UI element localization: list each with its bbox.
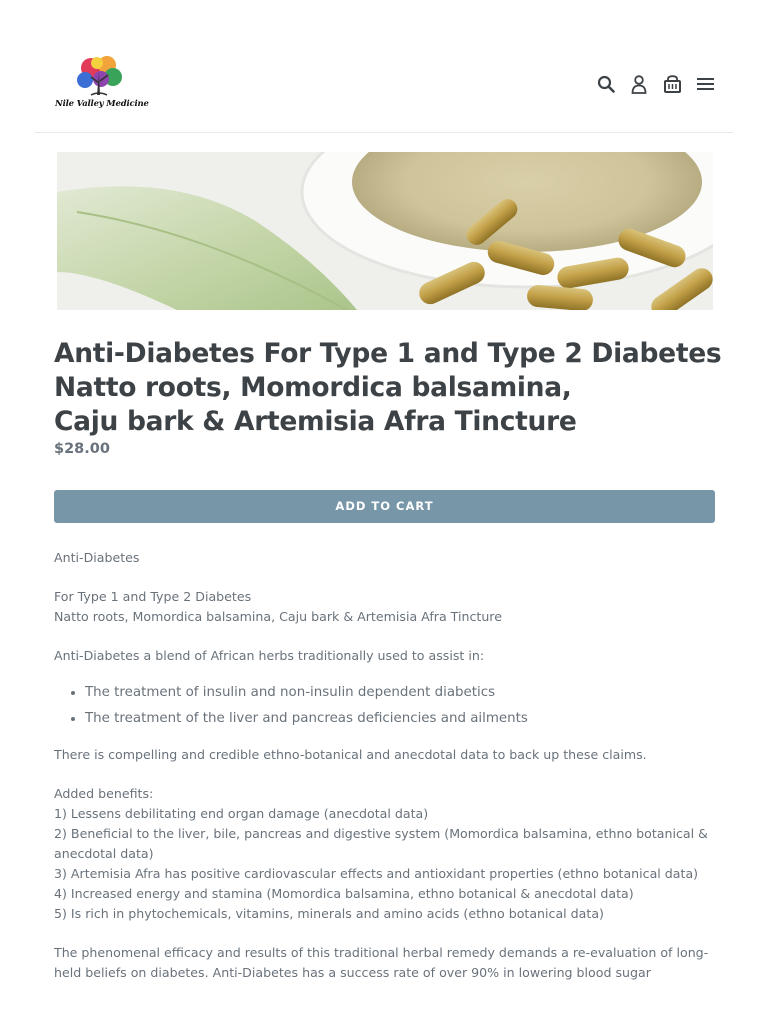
- product-title-line: Anti-Diabetes For Type 1 and Type 2 Diabetes: [54, 338, 722, 369]
- description-intro: Anti-Diabetes a blend of African herbs traditionally used to assist in:: [54, 648, 485, 663]
- description-claims: There is compelling and credible ethno-botanical and anecdotal data to back up these claims.: [54, 747, 647, 762]
- description-subtitle-line: Natto roots, Momordica balsamina, Caju bark & Artemisia Afra Tincture: [54, 609, 502, 624]
- benefit-item: 5) Is rich in phytochemicals, vitamins, minerals and amino acids (ethno botanical data): [54, 906, 604, 921]
- benefit-item: 2) Beneficial to the liver, bile, pancreas and digestive system (Momordica balsamina, ethno botanical & anecdotal data): [54, 826, 708, 861]
- search-icon[interactable]: [593, 72, 619, 96]
- product-title-line: Caju bark & Artemisia Afra Tincture: [54, 406, 577, 437]
- add-to-cart-button[interactable]: ADD TO CART: [54, 490, 715, 523]
- header-icons: [586, 72, 718, 96]
- list-item: • The treatment of the liver and pancreas deficiencies and ailments: [85, 706, 719, 732]
- account-icon[interactable]: [626, 72, 652, 96]
- cart-icon[interactable]: [659, 72, 685, 96]
- product-title: [54, 337, 734, 439]
- product-description: [54, 548, 719, 1002]
- logo-text: Nile Valley Medicine: [55, 99, 149, 109]
- logo-tree-icon: [55, 53, 145, 101]
- benefit-item: 3) Artemisia Afra has positive cardiovascular effects and antioxidant properties (ethno botanical data): [54, 866, 699, 881]
- site-logo[interactable]: [55, 53, 149, 118]
- menu-icon[interactable]: [692, 72, 718, 96]
- description-subtitle-line: For Type 1 and Type 2 Diabetes: [54, 589, 252, 604]
- description-bullets: [54, 680, 719, 732]
- description-heading: Anti-Diabetes: [54, 550, 140, 565]
- description-closing: The phenomenal efficacy and results of this traditional herbal remedy demands a re-evaluation of long-held beliefs on diabetes. Anti-Diabetes has a success rate of over 90% in lowering blood sugar: [54, 945, 709, 980]
- description-subtitle: [54, 587, 719, 627]
- benefits-section: [54, 784, 719, 924]
- benefits-heading: Added benefits:: [54, 786, 154, 801]
- product-price: $28.00: [54, 441, 110, 457]
- benefit-item: 4) Increased energy and stamina (Momordica balsamina, ethno botanical & anecdotal data): [54, 886, 634, 901]
- product-image: [57, 152, 713, 310]
- product-title-line: Natto roots, Momordica balsamina,: [54, 372, 572, 403]
- list-item: • The treatment of insulin and non-insulin dependent diabetics: [85, 680, 719, 706]
- benefit-item: 1) Lessens debilitating end organ damage (anecdotal data): [54, 806, 429, 821]
- site-header: [35, 0, 733, 133]
